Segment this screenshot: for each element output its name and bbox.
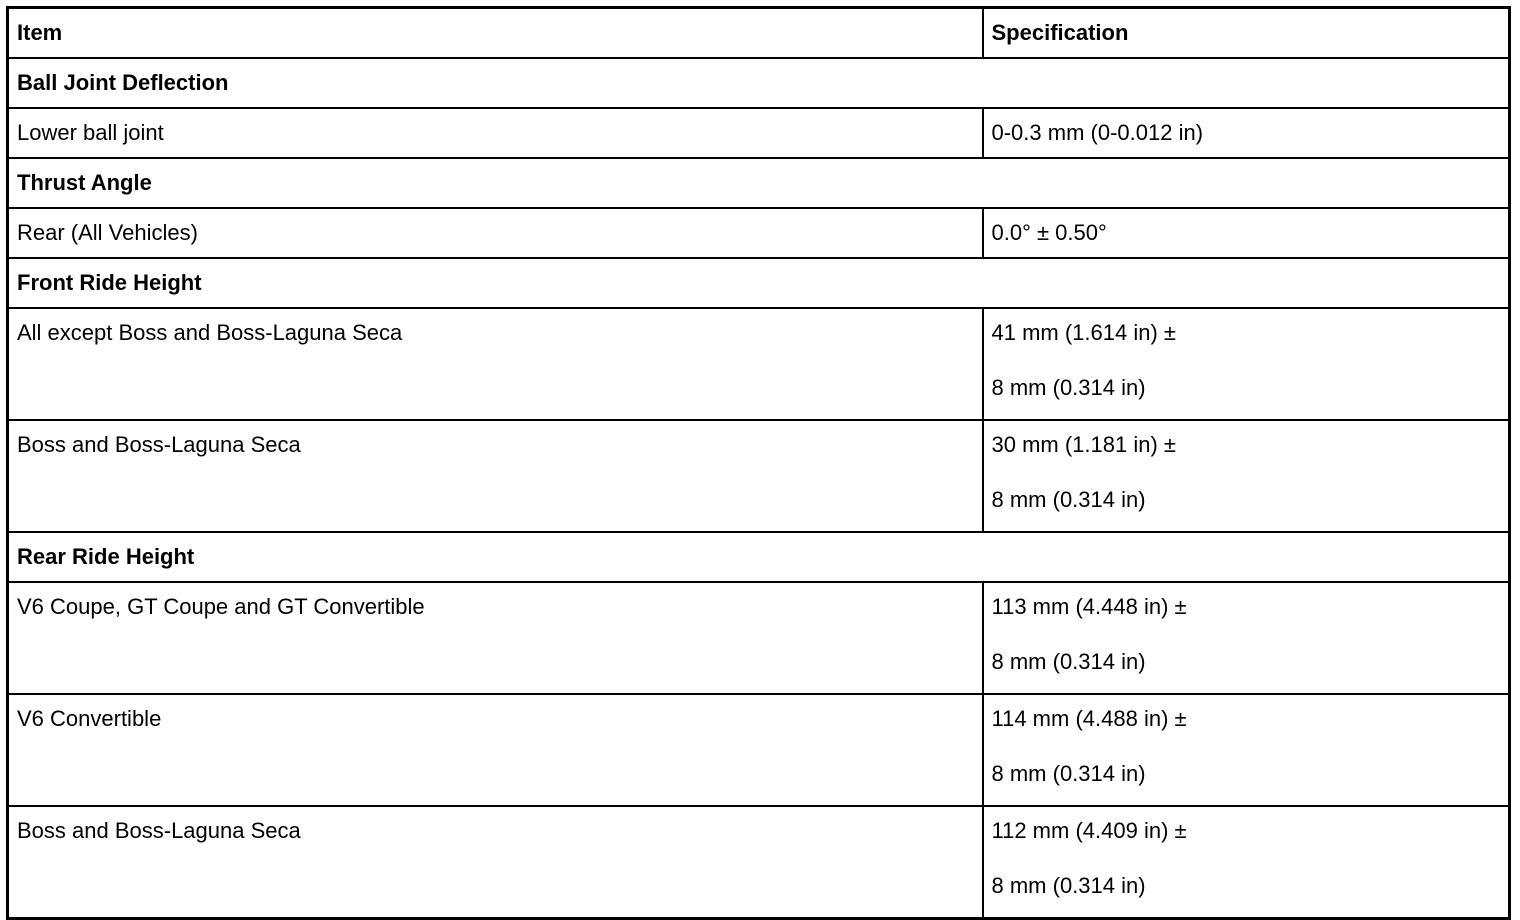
section-row — [8, 58, 1510, 108]
table-row — [8, 108, 1510, 158]
section-row — [8, 158, 1510, 208]
spec-cell: 0.0° ± 0.50° — [983, 208, 1510, 258]
section-row — [8, 258, 1510, 308]
spec-line-2: 8 mm (0.314 in) — [991, 873, 1146, 898]
table-row — [8, 694, 1510, 806]
spec-line-1: 114 mm (4.488 in) ± — [991, 706, 1187, 731]
item-text: V6 Coupe, GT Coupe and GT Convertible — [17, 594, 425, 619]
specification-table — [6, 6, 1511, 920]
table-row — [8, 420, 1510, 532]
spec-cell — [983, 806, 1510, 919]
table-header-row — [8, 8, 1510, 59]
spec-line-2: 8 mm (0.314 in) — [991, 487, 1146, 512]
spec-line-1: 112 mm (4.409 in) ± — [991, 818, 1187, 843]
spec-line-2: 8 mm (0.314 in) — [991, 375, 1146, 400]
section-title-thrust-angle: Thrust Angle — [8, 158, 1510, 208]
table-row — [8, 208, 1510, 258]
spec-cell — [983, 308, 1510, 420]
spec-cell: 0-0.3 mm (0-0.012 in) — [983, 108, 1510, 158]
column-header-specification: Specification — [983, 8, 1510, 59]
item-text: Boss and Boss-Laguna Seca — [17, 818, 301, 843]
spec-line-1: 41 mm (1.614 in) ± — [991, 320, 1176, 345]
section-title-front-ride-height: Front Ride Height — [8, 258, 1510, 308]
spec-line-2: 8 mm (0.314 in) — [991, 761, 1146, 786]
section-title-ball-joint-deflection: Ball Joint Deflection — [8, 58, 1510, 108]
spec-cell — [983, 694, 1510, 806]
item-text: Boss and Boss-Laguna Seca — [17, 432, 301, 457]
spec-line-1: 30 mm (1.181 in) ± — [991, 432, 1176, 457]
item-cell — [8, 308, 983, 420]
section-row — [8, 532, 1510, 582]
item-cell — [8, 582, 983, 694]
item-text: All except Boss and Boss-Laguna Seca — [17, 320, 403, 345]
item-cell — [8, 694, 983, 806]
item-cell: Lower ball joint — [8, 108, 983, 158]
spec-cell — [983, 420, 1510, 532]
item-cell: Rear (All Vehicles) — [8, 208, 983, 258]
spec-line-2: 8 mm (0.314 in) — [991, 649, 1146, 674]
item-cell — [8, 806, 983, 919]
item-cell — [8, 420, 983, 532]
column-header-item: Item — [8, 8, 983, 59]
section-title-rear-ride-height: Rear Ride Height — [8, 532, 1510, 582]
item-text: V6 Convertible — [17, 706, 162, 731]
table-row — [8, 806, 1510, 919]
table-row — [8, 308, 1510, 420]
table-row — [8, 582, 1510, 694]
spec-cell — [983, 582, 1510, 694]
spec-line-1: 113 mm (4.448 in) ± — [991, 594, 1187, 619]
